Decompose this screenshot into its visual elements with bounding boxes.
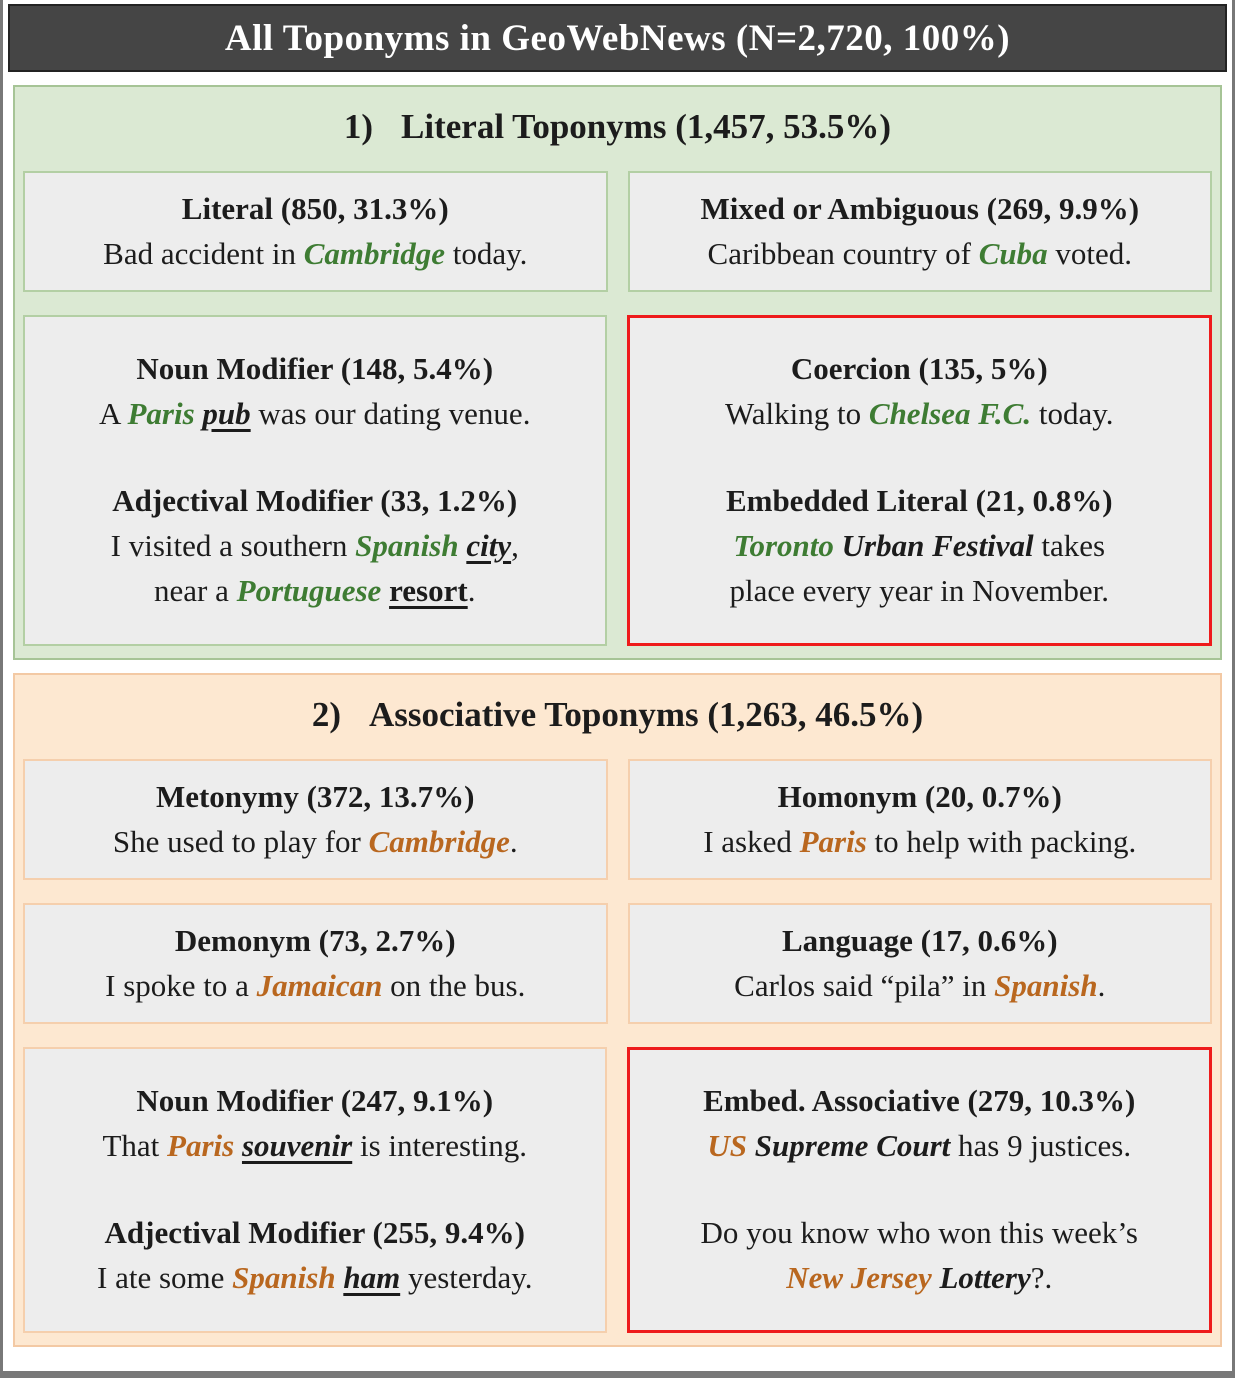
toponym-highlight: Cuba [978,235,1048,271]
box-title: Noun Modifier (247, 9.1%) [136,1083,494,1119]
text-segment: takes [1033,527,1106,563]
toponym-highlight: US [707,1128,748,1164]
group-1 [734,919,1105,1009]
toponym-highlight: Paris [127,396,195,432]
group-1 [105,919,525,1009]
text-segment: is interesting. [352,1128,528,1164]
text-segment: voted. [1047,235,1132,271]
section-title-text: Literal Toponyms (1,457, 53.5%) [401,107,892,146]
text-segment: was our dating venue. [250,396,531,432]
example-line [111,524,519,569]
text-segment: near a [154,572,237,608]
toponym-highlight: Spanish [232,1259,336,1295]
section-rows [23,171,1212,646]
section-title-text: Associative Toponyms (1,263, 46.5%) [368,695,924,734]
text-segment: Do you know who won this week’s [700,1215,1138,1250]
box-modifiers-associative [23,1047,607,1333]
text-segment: today. [444,235,528,271]
box-language [628,903,1213,1024]
box-title: Language (17, 0.6%) [781,922,1058,958]
text-segment [747,1128,755,1163]
text-segment: Walking to [725,396,869,432]
text-segment: place every year in November. [729,572,1110,608]
text-segment: on the bus. [382,967,526,1003]
row-2 [23,315,1212,646]
box-title: Noun Modifier (148, 5.4%) [136,351,494,387]
text-segment: to help with packing. [866,823,1137,859]
section-rows [23,759,1212,1333]
toponym-highlight: Cambridge [303,235,445,271]
example-line [726,569,1113,614]
group-1 [102,1079,527,1169]
text-segment: Caribbean country of [707,235,979,271]
text-segment: I visited a southern [110,527,356,563]
text-segment [834,528,842,563]
toponym-highlight: Paris [167,1128,235,1164]
example-line [701,1256,1138,1301]
text-segment: pub [202,396,251,432]
toponym-highlight: Paris [799,823,867,859]
example-line [703,820,1136,865]
text-segment: ?. [1030,1259,1053,1295]
text-segment: , [511,527,519,563]
text-segment: . [1097,967,1106,1003]
toponym-highlight: Cambridge [368,823,510,859]
text-segment: Supreme Court [754,1128,951,1164]
box-title: Embedded Literal (21, 0.8%) [725,483,1113,519]
toponym-highlight: Toronto [733,527,834,563]
group-1 [113,775,518,865]
group-1 [703,1079,1135,1169]
box-embedded-associative [627,1047,1213,1333]
section-number: 2) [311,695,341,734]
box-metonymy [23,759,608,880]
section-title-literal [23,87,1212,171]
toponym-highlight: Spanish [994,967,1098,1003]
text-segment: . [509,823,518,859]
group-2 [111,479,519,614]
example-line [700,232,1139,277]
toponym-highlight: New Jersey [786,1259,932,1295]
example-line [102,1124,527,1169]
group-1 [99,347,530,437]
group-1 [703,775,1136,865]
text-segment: I asked [703,823,800,859]
text-segment: Carlos said “pila” in [734,967,995,1003]
example-line [111,569,519,614]
box-modifiers-literal [23,315,607,646]
figure-title: All Toponyms in GeoWebNews (N=2,720, 100%) [224,17,1011,59]
toponym-highlight: Spanish [355,527,459,563]
example-line [103,232,527,277]
row-2 [23,903,1212,1024]
text-segment: Urban Festival [841,527,1034,563]
section-literal [13,85,1222,660]
group-1 [700,187,1139,277]
text-segment: Lottery [939,1259,1031,1295]
example-line [701,1211,1138,1256]
section-associative [13,673,1222,1347]
text-segment: ham [343,1259,401,1295]
example-line [734,964,1105,1009]
example-line [726,524,1113,569]
text-segment: Bad accident in [103,235,304,271]
box-coercion-embedded-literal [627,315,1213,646]
box-title: Adjectival Modifier (255, 9.4%) [104,1215,525,1250]
text-segment: She used to play for [112,823,369,859]
box-title: Adjectival Modifier (33, 1.2%) [112,483,518,519]
example-line [99,392,530,437]
text-segment: today. [1031,396,1114,432]
text-segment: resort [389,572,468,608]
group-1 [725,347,1113,437]
group-1 [103,187,527,277]
text-segment: city [466,527,512,563]
text-segment: yesterday. [400,1259,533,1295]
text-segment: I spoke to a [105,967,257,1003]
group-2 [701,1211,1138,1301]
figure-header [8,4,1227,72]
example-line [105,964,525,1009]
text-segment: has 9 justices. [950,1128,1132,1164]
text-segment: souvenir [241,1128,353,1164]
toponym-highlight: Portuguese [236,572,382,608]
box-title: Mixed or Ambiguous (269, 9.9%) [700,190,1140,226]
example-line [113,820,518,865]
box-literal [23,171,608,292]
example-line [703,1124,1135,1169]
toponym-highlight: Jamaican [256,967,383,1003]
text-segment [381,573,389,608]
row-3 [23,1047,1212,1333]
section-number: 1) [343,107,374,146]
box-title: Demonym (73, 2.7%) [174,922,456,958]
example-line [97,1256,532,1301]
group-2 [726,479,1113,614]
box-title: Embed. Associative (279, 10.3%) [703,1083,1136,1119]
text-segment: A [99,396,128,432]
toponym-highlight: Chelsea F.C. [868,396,1032,432]
box-homonym [628,759,1213,880]
section-title-associative [23,675,1212,759]
sections [3,85,1232,1347]
box-mixed-or-ambiguous [628,171,1213,292]
text-segment: That [102,1128,168,1164]
box-demonym [23,903,608,1024]
row-1 [23,171,1212,292]
text-segment: I ate some [97,1259,233,1295]
box-title: Metonymy (372, 13.7%) [155,778,475,814]
box-title: Coercion (135, 5%) [790,351,1048,387]
box-title: Literal (850, 31.3%) [181,190,449,226]
row-1 [23,759,1212,880]
group-2 [97,1211,532,1301]
example-line [725,392,1113,437]
text-segment: . [467,572,476,608]
text-segment [234,1128,242,1163]
box-title: Homonym (20, 0.7%) [777,778,1062,814]
